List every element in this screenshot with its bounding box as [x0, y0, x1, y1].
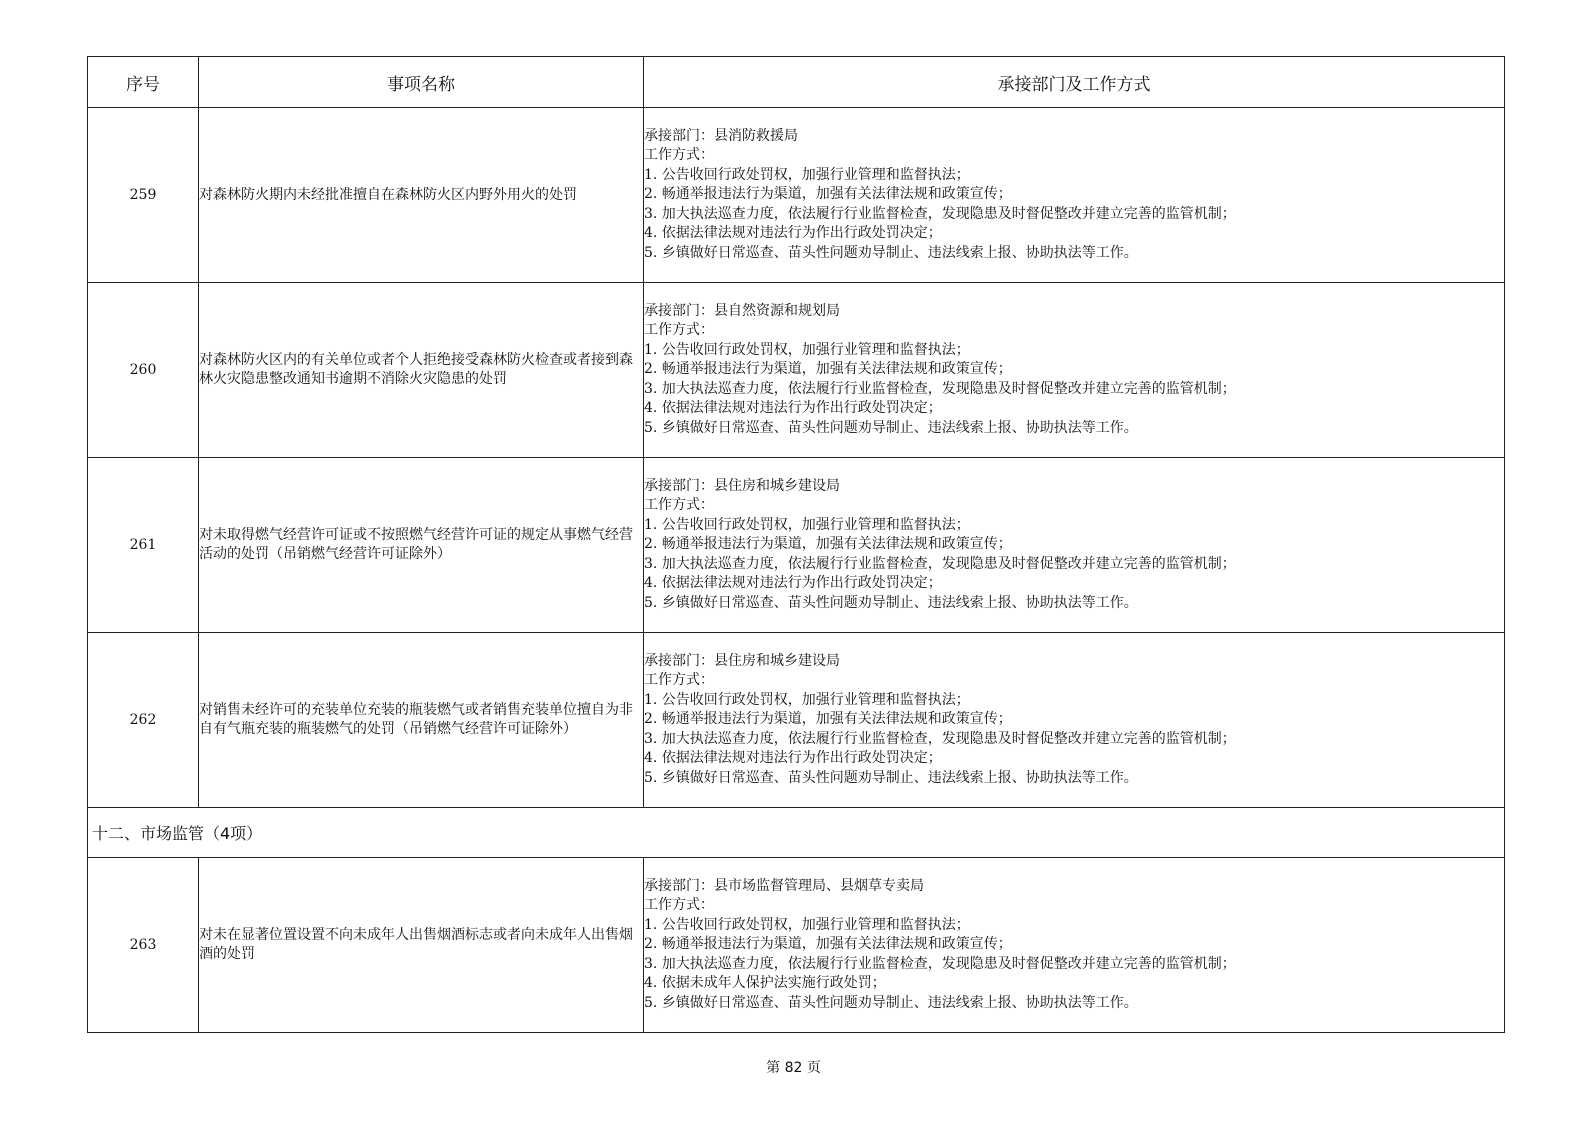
row-method	[644, 283, 1505, 458]
header-method: 承接部门及工作方式	[644, 57, 1505, 108]
row-dept: 承接部门：县消防救援局	[644, 127, 798, 144]
row-step: 2. 畅通举报违法行为渠道，加强有关法律法规和政策宣传；	[644, 361, 1012, 378]
row-seq: 262	[88, 633, 199, 808]
row-method	[644, 458, 1505, 633]
row-seq: 260	[88, 283, 199, 458]
row-name: 对销售未经许可的充装单位充装的瓶装燃气或者销售充装单位擅自为非自有气瓶充装的瓶装燃气的处罚（吊销燃气经营许可证除外）	[199, 633, 644, 808]
table-row	[88, 858, 1505, 1033]
row-seq: 259	[88, 108, 199, 283]
row-dept: 承接部门：县市场监督管理局、县烟草专卖局	[644, 877, 924, 894]
row-step: 4. 依据法律法规对违法行为作出行政处罚决定；	[644, 400, 942, 417]
row-step: 2. 畅通举报违法行为渠道，加强有关法律法规和政策宣传；	[644, 936, 1012, 953]
row-name: 对森林防火区内的有关单位或者个人拒绝接受森林防火检查或者接到森林火灾隐患整改通知书逾期不消除火灾隐患的处罚	[199, 283, 644, 458]
row-step: 1. 公告收回行政处罚权，加强行业管理和监督执法；	[644, 166, 970, 183]
section-row	[88, 808, 1505, 858]
table-row	[88, 283, 1505, 458]
row-seq: 261	[88, 458, 199, 633]
row-step: 4. 依据法律法规对违法行为作出行政处罚决定；	[644, 750, 942, 767]
row-step: 4. 依据法律法规对违法行为作出行政处罚决定；	[644, 225, 942, 242]
row-step: 3. 加大执法巡查力度，依法履行行业监督检查，发现隐患及时督促整改并建立完善的监管机制；	[644, 555, 1236, 572]
row-method-label: 工作方式：	[644, 497, 714, 514]
row-step: 3. 加大执法巡查力度，依法履行行业监督检查，发现隐患及时督促整改并建立完善的监管机制；	[644, 205, 1236, 222]
row-step: 5. 乡镇做好日常巡查、苗头性问题劝导制止、违法线索上报、协助执法等工作。	[644, 594, 1138, 611]
row-dept: 承接部门：县自然资源和规划局	[644, 302, 840, 319]
row-step: 2. 畅通举报违法行为渠道，加强有关法律法规和政策宣传；	[644, 186, 1012, 203]
table-row	[88, 108, 1505, 283]
header-name: 事项名称	[199, 57, 644, 108]
row-seq: 263	[88, 858, 199, 1033]
row-step: 3. 加大执法巡查力度，依法履行行业监督检查，发现隐患及时督促整改并建立完善的监管机制；	[644, 380, 1236, 397]
row-method	[644, 108, 1505, 283]
row-step: 2. 畅通举报违法行为渠道，加强有关法律法规和政策宣传；	[644, 536, 1012, 553]
row-step: 1. 公告收回行政处罚权，加强行业管理和监督执法；	[644, 516, 970, 533]
row-step: 1. 公告收回行政处罚权，加强行业管理和监督执法；	[644, 916, 970, 933]
row-dept: 承接部门：县住房和城乡建设局	[644, 477, 840, 494]
table-header-row	[88, 57, 1505, 108]
row-method	[644, 858, 1505, 1033]
row-step: 4. 依据法律法规对违法行为作出行政处罚决定；	[644, 575, 942, 592]
row-name: 对未取得燃气经营许可证或不按照燃气经营许可证的规定从事燃气经营活动的处罚（吊销燃气经营许可证除外）	[199, 458, 644, 633]
row-name: 对森林防火期内未经批准擅自在森林防火区内野外用火的处罚	[199, 108, 644, 283]
header-seq: 序号	[88, 57, 199, 108]
row-method-label: 工作方式：	[644, 147, 714, 164]
row-step: 1. 公告收回行政处罚权，加强行业管理和监督执法；	[644, 341, 970, 358]
row-method	[644, 633, 1505, 808]
page-number: 第 82 页	[766, 1060, 821, 1076]
row-step: 2. 畅通举报违法行为渠道，加强有关法律法规和政策宣传；	[644, 711, 1012, 728]
row-step: 5. 乡镇做好日常巡查、苗头性问题劝导制止、违法线索上报、协助执法等工作。	[644, 419, 1138, 436]
row-method-label: 工作方式：	[644, 322, 714, 339]
row-method-label: 工作方式：	[644, 672, 714, 689]
row-step: 5. 乡镇做好日常巡查、苗头性问题劝导制止、违法线索上报、协助执法等工作。	[644, 994, 1138, 1011]
row-step: 3. 加大执法巡查力度，依法履行行业监督检查，发现隐患及时督促整改并建立完善的监管机制；	[644, 955, 1236, 972]
row-step: 5. 乡镇做好日常巡查、苗头性问题劝导制止、违法线索上报、协助执法等工作。	[644, 244, 1138, 261]
items-table	[87, 56, 1505, 1033]
row-name: 对未在显著位置设置不向未成年人出售烟酒标志或者向未成年人出售烟酒的处罚	[199, 858, 644, 1033]
row-method-label: 工作方式：	[644, 897, 714, 914]
section-title: 十二、市场监管（4项）	[88, 808, 1505, 858]
row-step: 1. 公告收回行政处罚权，加强行业管理和监督执法；	[644, 691, 970, 708]
row-step: 3. 加大执法巡查力度，依法履行行业监督检查，发现隐患及时督促整改并建立完善的监管机制；	[644, 730, 1236, 747]
row-step: 4. 依据未成年人保护法实施行政处罚；	[644, 975, 886, 992]
row-dept: 承接部门：县住房和城乡建设局	[644, 652, 840, 669]
row-step: 5. 乡镇做好日常巡查、苗头性问题劝导制止、违法线索上报、协助执法等工作。	[644, 769, 1138, 786]
table-row	[88, 458, 1505, 633]
table-row	[88, 633, 1505, 808]
